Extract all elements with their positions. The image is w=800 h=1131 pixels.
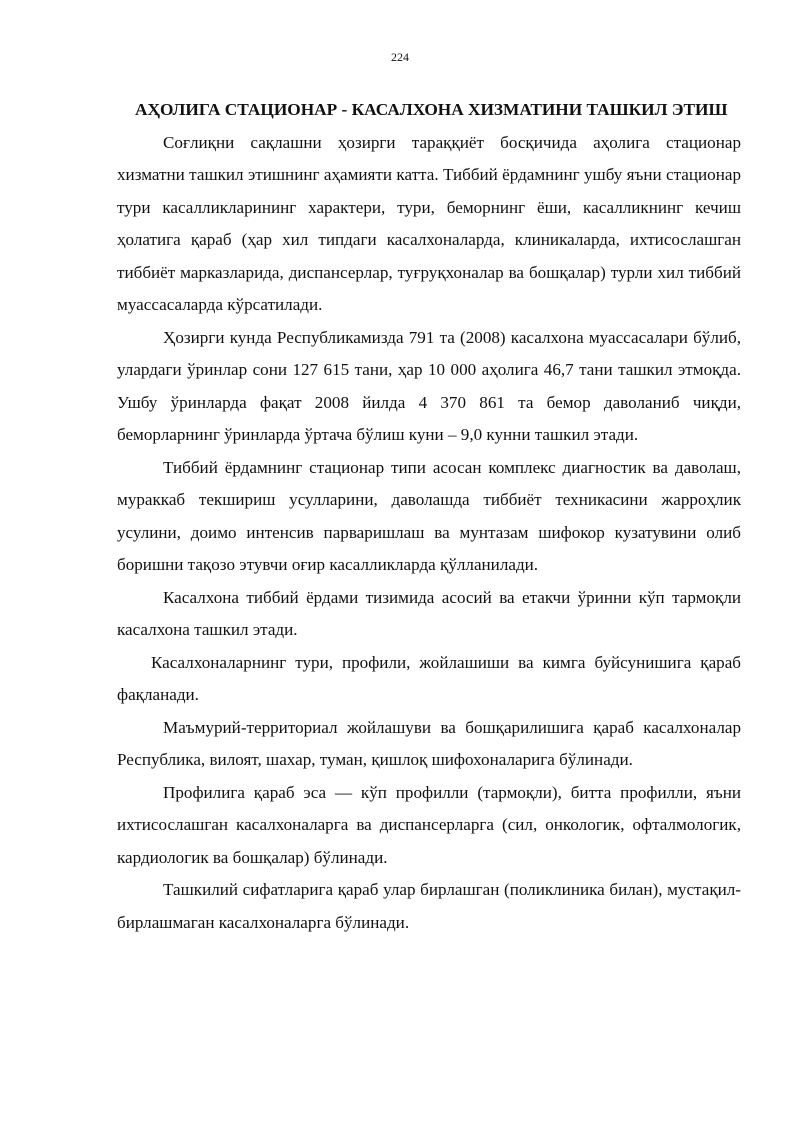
- section-title: АҲОЛИГА СТАЦИОНАР - КАСАЛХОНА ХИЗМАТИНИ ТАШКИЛ ЭТИШ: [135, 100, 728, 119]
- paragraph-hospital-statistics: Ҳозирги кунда Республикамизда 791 та (2008) касалхона муассасалари бўлиб, улардаги ўринлар сони 127 615 тани, ҳар 10 000 аҳолига 46,7 тани ташкил этмоқда. Ушбу ўринларда фақат 2008 йилда 4 370 861 та бемор даволаниб чиқди, беморларнинг ўринларда ўртача бўлиш куни – 9,0 кунни ташкил этади.: [117, 327, 741, 444]
- paragraph-inpatient-care-usage: Тиббий ёрдамнинг стационар типи асосан комплекс диагностик ва даволаш, мураккаб текшириш усулларини, даволашда тиббиёт техникасини жарроҳлик усулини, доимо интенсив парваришлаш ва мунтазам шифокор кузатувини олиб боришни тақозо этувчи оғир касалликларда қўлланилади.: [117, 457, 741, 574]
- paragraph-multiprofile-hospital: Касалхона тиббий ёрдами тизимида асосий ва етакчи ўринни кўп тармоқли касалхона ташкил этади.: [117, 587, 741, 639]
- page-number: 224: [391, 50, 409, 64]
- paragraph-administrative-division: Маъмурий-территориал жойлашуви ва бошқарилишига қараб касалхоналар Республика, вилоят, шахар, туман, қишлоқ шифохоналарига бўлинади.: [117, 717, 741, 769]
- paragraph-organizational-division: Ташкилий сифатларига қараб улар бирлашган (поликлиника билан), мустақил-бирлашмаган касалхоналарга бўлинади.: [117, 880, 741, 932]
- page-content: [117, 94, 741, 939]
- paragraph-profile-division: Профилига қараб эса — кўп профилли (тармоқли), битта профилли, яъни ихтисослашган касалхоналарга ва диспансерларга (сил, онкологик, офталмологик, кардиологик ва бошқалар) бўлинади.: [117, 782, 741, 867]
- paragraph-inpatient-importance: Соғлиқни сақлашни ҳозирги тараққиёт босқичида аҳолига стационар хизматни ташкил этишнинг аҳамияти катта. Тиббий ёрдамнинг ушбу яъни стационар тури касалликларининг характери, тури, беморнинг ёши, касалликнинг кечиш ҳолатига қараб (ҳар хил типдаги касалхоналарда, клиникаларда, ихтисослашган тиббиёт марказларида, диспансерлар, туғруқхоналар ва бошқалар) турли хил тиббий муассасаларда кўрсатилади.: [117, 132, 741, 314]
- paragraph-hospital-classification: Касалхоналарнинг тури, профили, жойлашиши ва кимга буйсунишига қараб фақланади.: [117, 652, 741, 704]
